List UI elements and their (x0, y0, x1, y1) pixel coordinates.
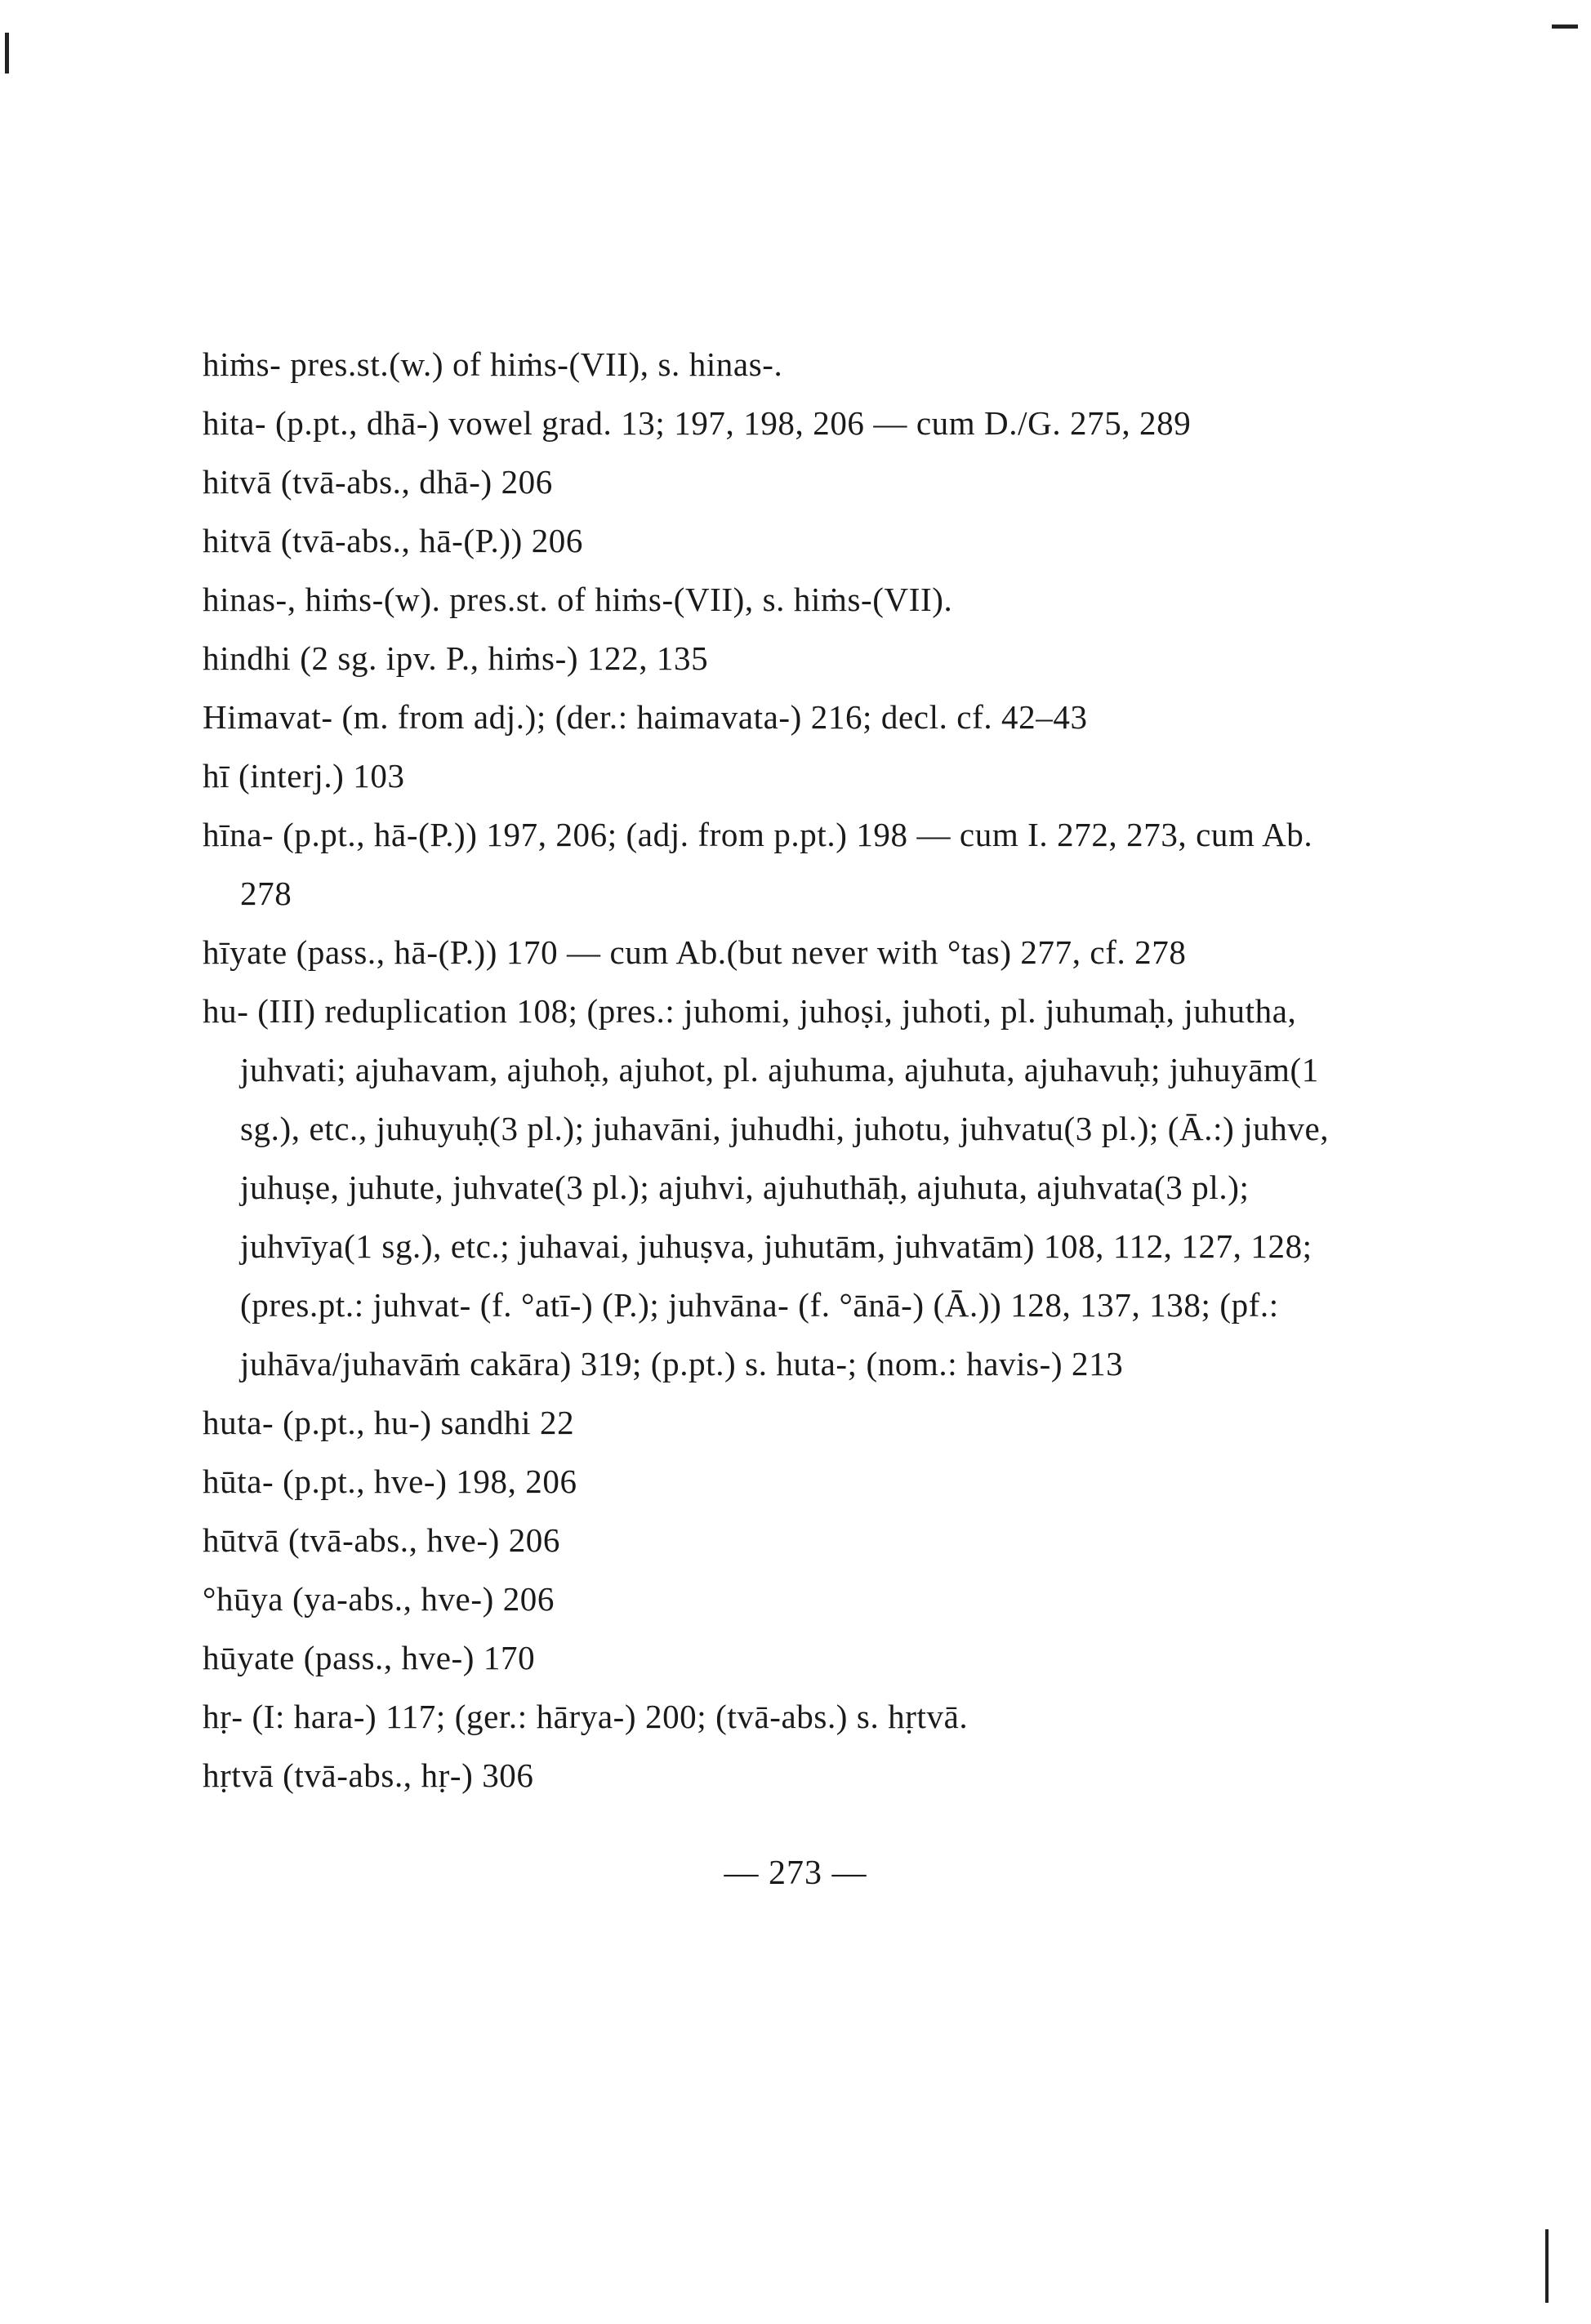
index-entry: hiṁs- pres.st.(w.) of hiṁs-(VII), s. hinas-. (203, 345, 783, 383)
index-entry: °hūya (ya-abs., hve-) 206 (203, 1580, 555, 1618)
index-entry: hṛ- (I: hara-) 117; (ger.: hārya-) 200; (tvā-abs.) s. hṛtvā. (203, 1698, 969, 1735)
page-number: — 273 — (724, 1854, 867, 1892)
index-entry: hīyate (pass., hā-(P.)) 170 — cum Ab.(but never with °tas) 277, cf. 278 (203, 933, 1187, 971)
index-entry: hīna- (p.pt., hā-(P.)) 197, 206; (adj. from p.pt.) 198 — cum I. 272, 273, cum Ab. 278 (203, 816, 1322, 912)
index-entry: Himavat- (m. from adj.); (der.: haimavata-) 216; decl. cf. 42–43 (203, 698, 1088, 736)
index-entry: huta- (p.pt., hu-) sandhi 22 (203, 1404, 575, 1441)
index-entry: hūyate (pass., hve-) 170 (203, 1639, 536, 1676)
index-entry: hūtvā (tvā-abs., hve-) 206 (203, 1521, 560, 1559)
scan-mark-right (1552, 24, 1578, 29)
scan-mark-left (5, 33, 9, 73)
scan-mark-bottom (1545, 2229, 1549, 2303)
index-entry: hinas-, hiṁs-(w). pres.st. of hiṁs-(VII), s. hiṁs-(VII). (203, 581, 953, 618)
index-entry: hitvā (tvā-abs., hā-(P.)) 206 (203, 522, 583, 559)
index-entry: hu- (III) reduplication 108; (pres.: juhomi, juhoṣi, juhoti, pl. juhumaḥ, juhutha, juhvati; ajuhavam, ajuhoḥ, ajuhot, pl. ajuhuma, ajuhuta, ajuhavuḥ; juhuyām(1 sg.), etc., juhuyuḥ(3 pl.); juhavāni, juhudhi, juhotu, juhvatu(3 pl.); (Ā.:) juhve, juhuṣe, juhute, juhvate(3 pl.); ajuhvi, ajuhuthāḥ, ajuhuta, ajuhvata(3 pl.); juhvīya(1 sg.), etc.; juhavai, juhuṣva, juhutām, juhvatām) 108, 112, 127, 128; (pres.pt.: juhvat- (f. °atī-) (P.); juhvāna- (f. °ānā-) (Ā.)) 128, 137, 138; (pf.: juhāva/juhavāṁ cakāra) 319; (p.pt.) s. huta-; (nom.: havis-) 213 (203, 992, 1338, 1382)
index-entry: hitvā (tvā-abs., dhā-) 206 (203, 463, 553, 501)
index-entries (203, 335, 1338, 1805)
index-entry: hita- (p.pt., dhā-) vowel grad. 13; 197, 198, 206 — cum D./G. 275, 289 (203, 404, 1192, 442)
index-entry: hī (interj.) 103 (203, 757, 405, 795)
index-entry: hūta- (p.pt., hve-) 198, 206 (203, 1463, 577, 1500)
index-entry: hṛtvā (tvā-abs., hṛ-) 306 (203, 1756, 534, 1794)
index-entry: hindhi (2 sg. ipv. P., hiṁs-) 122, 135 (203, 639, 709, 677)
